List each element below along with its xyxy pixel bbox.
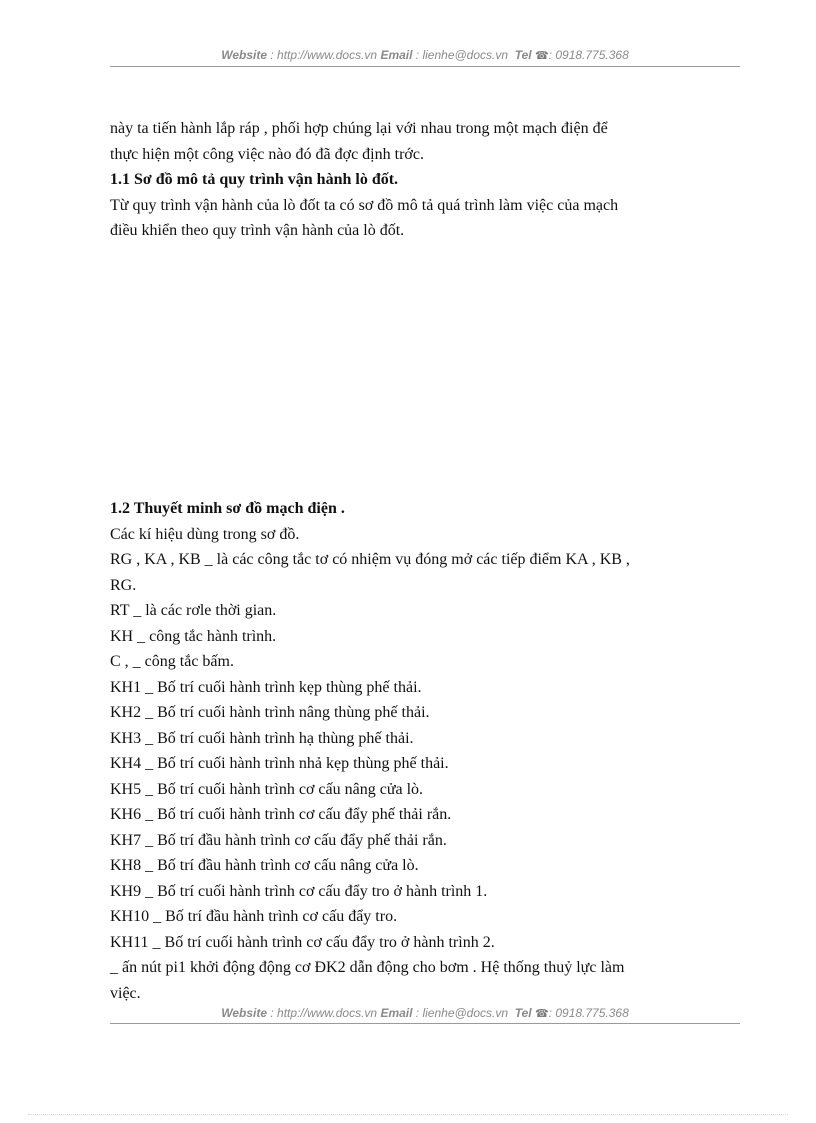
- document-body-bottom: [110, 496, 742, 1006]
- paragraph-line: KH11 _ Bố trí cuối hành trình cơ cấu đẩy tro ở hành trình 2.: [110, 933, 495, 951]
- paragraph-line: C , _ công tắc bấm.: [110, 653, 234, 670]
- paragraph-line: KH1 _ Bố trí cuối hành trình kẹp thùng phế thải.: [110, 678, 422, 696]
- paragraph-line: việc.: [110, 984, 141, 1002]
- footer-email-value[interactable]: lienhe@docs.vn: [422, 1006, 509, 1020]
- paragraph-line: RG , KA , KB _ là các công tắc tơ có nhiệm vụ đóng mở các tiếp điểm KA , KB ,: [110, 551, 630, 568]
- paragraph-line: _ ấn nút pi1 khởi động động cơ ĐK2 dẫn động cho bơm . Hệ thống thuỷ lực làm: [110, 959, 625, 976]
- header-website-label: Website: [221, 48, 268, 62]
- paragraph-line: KH3 _ Bố trí cuối hành trình hạ thùng phế thải.: [110, 729, 414, 747]
- page-header: [110, 48, 740, 62]
- paragraph-line: KH2 _ Bố trí cuối hành trình nâng thùng phế thải.: [110, 704, 430, 721]
- paragraph-line: Các kí hiệu dùng trong sơ đồ.: [110, 525, 300, 543]
- page-edge-divider: [28, 1114, 788, 1115]
- paragraph-line: KH4 _ Bố trí cuối hành trình nhả kẹp thùng phế thải.: [110, 755, 449, 772]
- footer-tel-label: Tel: [514, 1006, 532, 1020]
- header-email-label: Email: [380, 48, 413, 62]
- document-body-top: [110, 116, 742, 244]
- paragraph-line: KH6 _ Bố trí cuối hành trình cơ cấu đẩy phế thải rắn.: [110, 806, 452, 823]
- paragraph-line: KH8 _ Bố trí đầu hành trình cơ cấu nâng cửa lò.: [110, 857, 419, 874]
- footer-website-url[interactable]: http://www.docs.vn: [277, 1006, 378, 1020]
- paragraph-line: Từ quy trình vận hành của lò đốt ta có sơ đồ mô tả quá trình làm việc của mạch: [110, 196, 619, 214]
- phone-icon: ☎: [534, 1008, 549, 1020]
- header-email-value[interactable]: lienhe@docs.vn: [422, 48, 509, 62]
- footer-divider: [110, 1023, 740, 1024]
- paragraph-line: thực hiện một công việc nào đó đã đợc định trớc.: [110, 145, 424, 163]
- paragraph-line: KH _ công tắc hành trình.: [110, 627, 277, 645]
- header-tel-label: Tel: [514, 48, 532, 62]
- footer-tel-value: : 0918.775.368: [548, 1006, 629, 1020]
- paragraph-line: KH10 _ Bố trí đầu hành trình cơ cấu đẩy tro.: [110, 908, 398, 925]
- section-heading-1-1: 1.1 Sơ đồ mô tả quy trình vận hành lò đốt.: [110, 171, 399, 188]
- paragraph-line: điều khiển theo quy trình vận hành của lò đốt.: [110, 222, 405, 239]
- section-heading-1-2: 1.2 Thuyết minh sơ đồ mạch điện .: [110, 500, 345, 517]
- footer-website-sep: :: [267, 1006, 278, 1020]
- paragraph-line: KH9 _ Bố trí cuối hành trình cơ cấu đẩy tro ở hành trình 1.: [110, 882, 488, 900]
- header-website-sep: :: [267, 48, 278, 62]
- paragraph-line: RG.: [110, 576, 137, 594]
- page-footer: [110, 1006, 740, 1020]
- header-divider: [110, 66, 740, 67]
- header-website-url[interactable]: http://www.docs.vn: [277, 48, 378, 62]
- paragraph-line: KH7 _ Bố trí đầu hành trình cơ cấu đẩy phế thải rắn.: [110, 831, 447, 849]
- header-tel-value: : 0918.775.368: [548, 48, 629, 62]
- footer-email-label: Email: [380, 1006, 413, 1020]
- paragraph-line: RT _ là các rơle thời gian.: [110, 602, 277, 619]
- paragraph-line: này ta tiến hành lắp ráp , phối hợp chúng lại với nhau trong một mạch điện để: [110, 120, 608, 137]
- paragraph-line: KH5 _ Bố trí cuối hành trình cơ cấu nâng cửa lò.: [110, 780, 424, 798]
- footer-website-label: Website: [221, 1006, 268, 1020]
- footer-email-sep: :: [412, 1006, 423, 1020]
- header-email-sep: :: [412, 48, 423, 62]
- phone-icon: ☎: [534, 50, 549, 62]
